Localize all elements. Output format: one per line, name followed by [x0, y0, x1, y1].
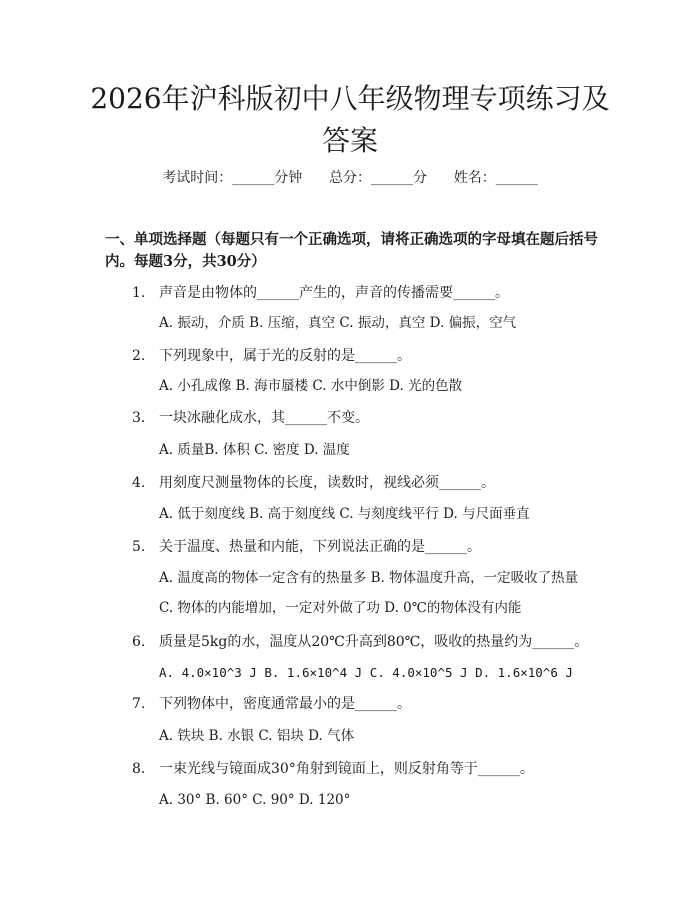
question-number: 1. — [132, 285, 146, 301]
question-number: 2. — [132, 348, 146, 364]
question-8-options: A. 30° B. 60° C. 90° D. 120° — [159, 792, 351, 808]
question-5-options-line-2: C. 物体的内能增加，一定对外做了功 D. 0℃的物体没有内能 — [159, 600, 522, 616]
section-heading: 一、单项选择题（每题只有一个正确选项，请将正确选项的字母填在题后括号内。每题3分，共30分） — [105, 231, 598, 270]
question-stem: 关于温度、热量和内能，下列说法正确的是______。 — [159, 539, 481, 555]
question-number: 4. — [132, 475, 146, 491]
question-stem: 下列物体中，密度通常最小的是______。 — [159, 696, 411, 712]
question-5-options-line-1: A. 温度高的物体一定含有的热量多 B. 物体温度升高，一定吸收了热量 — [159, 570, 579, 586]
question-number: 6. — [132, 634, 146, 650]
question-1 — [132, 283, 632, 303]
question-2-options: A. 小孔成像 B. 海市蜃楼 C. 水中倒影 D. 光的色散 — [159, 378, 463, 394]
question-number: 7. — [132, 696, 146, 712]
exam-info-line: 考试时间：______分钟 总分：______分 姓名：______ — [162, 170, 538, 186]
question-3-options: A. 质量B. 体积 C. 密度 D. 温度 — [159, 442, 350, 458]
question-5 — [132, 537, 632, 557]
question-stem: 用刻度尺测量物体的长度，读数时，视线必须______。 — [159, 475, 495, 491]
question-8 — [132, 759, 632, 779]
question-6 — [132, 632, 632, 652]
question-stem: 下列现象中，属于光的反射的是______。 — [159, 348, 411, 364]
question-stem: 一块冰融化成水，其______不变。 — [159, 410, 369, 426]
question-7-options: A. 铁块 B. 水银 C. 铝块 D. 气体 — [159, 728, 355, 744]
question-number: 8. — [132, 761, 146, 777]
question-6-options: A. 4.0×10^3 J B. 1.6×10^4 J C. 4.0×10^5 J D. 1.6×10^6 J — [159, 665, 573, 680]
document-title: 2026年沪科版初中八年级物理专项练习及答案 — [90, 82, 610, 157]
question-4 — [132, 473, 632, 493]
question-stem: 质量是5kg的水，温度从20℃升高到80℃，吸收的热量约为______。 — [159, 634, 589, 650]
question-stem: 一束光线与镜面成30°角射到镜面上，则反射角等于______。 — [159, 761, 534, 777]
question-1-options: A. 振动，介质 B. 压缩，真空 C. 振动，真空 D. 偏振，空气 — [159, 315, 517, 331]
question-stem: 声音是由物体的______产生的，声音的传播需要______。 — [159, 285, 509, 301]
question-3 — [132, 408, 632, 428]
question-7 — [132, 694, 632, 714]
question-2 — [132, 346, 632, 366]
question-4-options: A. 低于刻度线 B. 高于刻度线 C. 与刻度线平行 D. 与尺面垂直 — [159, 506, 530, 522]
question-number: 3. — [132, 410, 146, 426]
question-number: 5. — [132, 539, 146, 555]
